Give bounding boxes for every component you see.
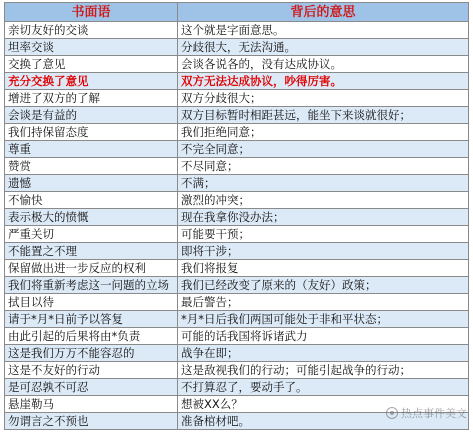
meaning-cell: 双方目标暂时相距甚远，能坐下来谈就很好； — [178, 107, 469, 124]
header-real-meaning: 背后的意思 — [178, 3, 469, 22]
table-row — [5, 192, 469, 209]
table-row — [5, 73, 469, 90]
written-phrase-cell: 我们持保留态度 — [5, 124, 178, 141]
meaning-cell: 会谈各说各的，没有达成协议。 — [178, 56, 469, 73]
written-phrase-cell: 坦率交谈 — [5, 39, 178, 56]
table-row — [5, 175, 469, 192]
meaning-cell: 这是敌视我们的行动；可能引起战争的行动； — [178, 362, 469, 379]
table-row — [5, 243, 469, 260]
written-phrase-cell: 请于*月*日前予以答复 — [5, 311, 178, 328]
table-row — [5, 158, 469, 175]
table-row — [5, 90, 469, 107]
meaning-cell: 双方无法达成协议，吵得厉害。 — [178, 73, 469, 90]
written-phrase-cell: 不愉快 — [5, 192, 178, 209]
meaning-cell: 现在我拿你没办法； — [178, 209, 469, 226]
table-row — [5, 294, 469, 311]
phrase-table — [4, 2, 469, 430]
meaning-cell: 可能的话我国将诉诸武力 — [178, 328, 469, 345]
written-phrase-cell: 会谈是有益的 — [5, 107, 178, 124]
written-phrase-cell: 亲切友好的交谈 — [5, 22, 178, 39]
table-row — [5, 39, 469, 56]
meaning-cell: 分歧很大，无法沟通。 — [178, 39, 469, 56]
written-phrase-cell: 表示极大的愤慨 — [5, 209, 178, 226]
meaning-cell: 准备棺材吧。 — [178, 413, 469, 430]
meaning-cell: 可能要干预； — [178, 226, 469, 243]
table-row — [5, 260, 469, 277]
watermark — [386, 405, 467, 421]
table-row — [5, 379, 469, 396]
table-row — [5, 56, 469, 73]
written-phrase-cell: 尊重 — [5, 141, 178, 158]
written-phrase-cell: 我们将重新考虑这一问题的立场 — [5, 277, 178, 294]
meaning-cell: 战争在即； — [178, 345, 469, 362]
written-phrase-cell: 拭目以待 — [5, 294, 178, 311]
meaning-cell: 即将干涉； — [178, 243, 469, 260]
table-row — [5, 345, 469, 362]
written-phrase-cell: 这是我们万万不能容忍的 — [5, 345, 178, 362]
written-phrase-cell: 交换了意见 — [5, 56, 178, 73]
table-row — [5, 141, 469, 158]
table-row — [5, 362, 469, 379]
watermark-text: 热点事件美文 — [401, 407, 467, 420]
wechat-icon — [386, 407, 398, 419]
meaning-cell: 不打算忍了，要动手了。 — [178, 379, 469, 396]
table-row — [5, 277, 469, 294]
meaning-cell: 想被XX么？ — [178, 396, 469, 413]
meaning-cell: 不满； — [178, 175, 469, 192]
written-phrase-cell: 增进了双方的了解 — [5, 90, 178, 107]
table-row — [5, 328, 469, 345]
table-header-row — [5, 3, 469, 22]
header-written-language: 书面语 — [5, 3, 178, 22]
written-phrase-cell: 赞赏 — [5, 158, 178, 175]
written-phrase-cell: 由此引起的后果将由*负责 — [5, 328, 178, 345]
table-row — [5, 226, 469, 243]
table-row — [5, 209, 469, 226]
table-row — [5, 311, 469, 328]
written-phrase-cell: 悬崖勒马 — [5, 396, 178, 413]
meaning-cell: 我们将报复 — [178, 260, 469, 277]
meaning-cell: *月*日后我们两国可能处于非和平状态； — [178, 311, 469, 328]
written-phrase-cell: 保留做出进一步反应的权利 — [5, 260, 178, 277]
written-phrase-cell: 不能置之不理 — [5, 243, 178, 260]
written-phrase-cell: 遗憾 — [5, 175, 178, 192]
meaning-cell: 我们已经改变了原来的（友好）政策； — [178, 277, 469, 294]
meaning-cell: 不尽同意； — [178, 158, 469, 175]
written-phrase-cell: 勿谓言之不预也 — [5, 413, 178, 430]
meaning-cell: 最后警告； — [178, 294, 469, 311]
written-phrase-cell: 充分交换了意见 — [5, 73, 178, 90]
written-phrase-cell: 严重关切 — [5, 226, 178, 243]
meaning-cell: 这个就是字面意思。 — [178, 22, 469, 39]
meaning-cell: 不完全同意； — [178, 141, 469, 158]
table-row — [5, 22, 469, 39]
table-row — [5, 107, 469, 124]
written-phrase-cell: 是可忍孰不可忍 — [5, 379, 178, 396]
meaning-cell: 双方分歧很大； — [178, 90, 469, 107]
table-row — [5, 124, 469, 141]
meaning-cell: 激烈的冲突； — [178, 192, 469, 209]
meaning-cell: 我们拒绝同意； — [178, 124, 469, 141]
written-phrase-cell: 这是不友好的行动 — [5, 362, 178, 379]
